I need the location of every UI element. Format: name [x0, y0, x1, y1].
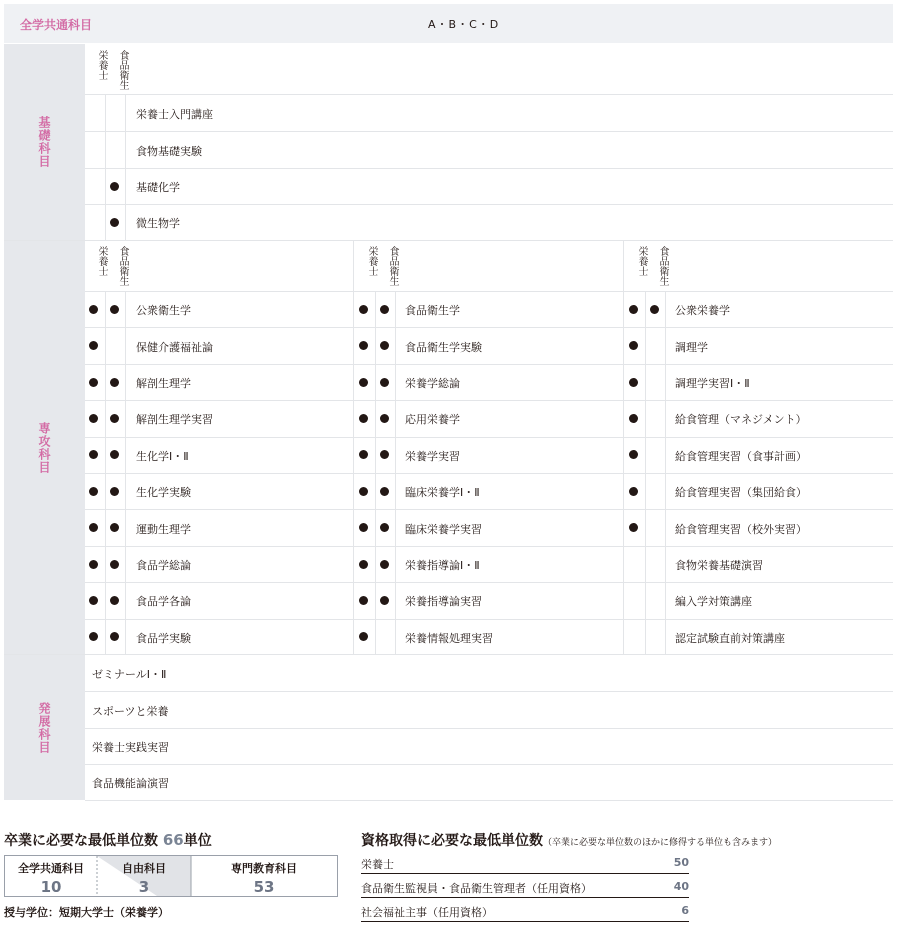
spec-row-eiyoshi-dot	[359, 305, 368, 314]
spec-row-shokuhin-dot	[110, 560, 119, 569]
basic-course-name: 微生物学	[136, 217, 180, 231]
spec-row-shokuhin-dot	[380, 596, 389, 605]
header-shokuhin: 食品衛生	[387, 246, 398, 286]
spec-row-shokuhin-dot	[110, 523, 119, 532]
spec-course-name: 認定試験直前対策講座	[675, 631, 785, 645]
spec-course-name: 給食管理（マネジメント）	[675, 413, 807, 427]
spec-course-name: 臨床栄養学Ⅰ・Ⅱ	[405, 486, 480, 500]
spec-course-name: 栄養指導論Ⅰ・Ⅱ	[405, 559, 480, 572]
spec-group-divider	[353, 241, 354, 654]
credit-cell-specialized-label: 専門教育科目	[231, 862, 297, 875]
spec-course-name: 栄養学総論	[405, 377, 460, 390]
qualification-value: 6	[681, 904, 689, 917]
spec-course-name: 生化学実験	[136, 486, 191, 500]
qualification-row	[361, 900, 689, 922]
adv-row-divider	[85, 691, 893, 692]
spec-row-shokuhin-dot	[110, 450, 119, 459]
spec-course-name: 保健介護福祉論	[136, 340, 213, 354]
graduation-total: 66	[162, 831, 184, 849]
header-shokuhin: 食品衛生	[657, 246, 668, 286]
spec-course-name: 運動生理学	[136, 522, 191, 536]
header-eiyoshi: 栄養士	[96, 50, 107, 80]
spec-row-eiyoshi-dot	[359, 596, 368, 605]
spec-course-name: 食品学実験	[136, 631, 191, 645]
header-eiyoshi: 栄養士	[366, 246, 377, 276]
spec-row-eiyoshi-dot	[89, 487, 98, 496]
spec-row-eiyoshi-dot	[629, 487, 638, 496]
graduation-title-prefix: 卒業に必要な最低単位数	[4, 833, 158, 849]
credit-cell-common-label: 全学共通科目	[18, 862, 84, 875]
spec-row-eiyoshi-dot	[89, 341, 98, 350]
spec-course-name: 食品衛生学	[405, 304, 460, 318]
spec-row-eiyoshi-dot	[89, 523, 98, 532]
spec-course-name: 応用栄養学	[405, 413, 460, 427]
basic-row-shokuhin-dot	[110, 182, 119, 191]
adv-course-name: スポーツと栄養	[92, 704, 169, 718]
spec-row-eiyoshi-dot	[359, 341, 368, 350]
qualification-row	[361, 852, 689, 874]
header-eiyoshi: 栄養士	[636, 246, 647, 276]
qualification-row	[361, 876, 689, 898]
spec-header-divider	[85, 291, 893, 292]
spec-row-eiyoshi-dot	[629, 450, 638, 459]
spec-row-eiyoshi-dot	[629, 378, 638, 387]
spec-course-name: 解剖生理学	[136, 377, 191, 390]
qualification-title-text: 資格取得に必要な最低単位数	[361, 833, 543, 849]
spec-row-shokuhin-dot	[380, 378, 389, 387]
degree-text: 授与学位：短期大学士（栄養学）	[4, 906, 169, 919]
spec-course-name: 食品衛生学実験	[405, 340, 482, 354]
spec-course-name: 公衆栄養学	[675, 304, 730, 318]
spec-row-eiyoshi-dot	[629, 305, 638, 314]
basic-course-name: 食物基礎実験	[136, 144, 202, 158]
spec-course-name: 栄養学実習	[405, 449, 460, 463]
category-basic-label: 基礎科目	[37, 116, 51, 168]
spec-row-shokuhin-dot	[380, 487, 389, 496]
common-subjects-label: 全学共通科目	[20, 18, 93, 32]
spec-course-name: 臨床栄養学実習	[405, 522, 482, 536]
adv-course-name: ゼミナールⅠ・Ⅱ	[92, 668, 167, 682]
spec-row-eiyoshi-dot	[89, 305, 98, 314]
spec-row-eiyoshi-dot	[89, 414, 98, 423]
spec-row-shokuhin-dot	[650, 305, 659, 314]
adv-row-divider	[85, 764, 893, 765]
basic-row-divider	[85, 131, 893, 132]
spec-row-shokuhin-dot	[380, 341, 389, 350]
spec-course-name: 編入学対策講座	[675, 595, 752, 609]
basic-row-divider	[85, 204, 893, 205]
spec-row-eiyoshi-dot	[359, 632, 368, 641]
spec-row-shokuhin-dot	[110, 414, 119, 423]
basic-row-shokuhin-dot	[110, 218, 119, 227]
basic-row-divider	[85, 168, 893, 169]
spec-course-name: 解剖生理学実習	[136, 413, 213, 427]
spec-row-eiyoshi-dot	[89, 378, 98, 387]
credit-cell-specialized-value: 53	[253, 878, 275, 896]
credit-cell-free	[97, 856, 191, 896]
adv-course-name: 栄養士実践実習	[92, 741, 169, 754]
spec-row-divider	[85, 546, 893, 547]
spec-row-eiyoshi-dot	[89, 632, 98, 641]
qualification-name: 社会福祉主事（任用資格）	[361, 906, 493, 919]
section-divider	[85, 800, 893, 801]
basic-header-divider	[85, 94, 893, 95]
category-specialized-label: 専攻科目	[37, 421, 51, 474]
category-advanced-label: 発展科目	[37, 701, 51, 754]
graduation-unit: 単位	[183, 833, 212, 849]
qualification-name: 栄養士	[361, 858, 394, 871]
spec-row-shokuhin-dot	[110, 378, 119, 387]
spec-row-eiyoshi-dot	[629, 523, 638, 532]
spec-row-shokuhin-dot	[380, 523, 389, 532]
spec-row-divider	[85, 619, 893, 620]
qualification-value: 40	[673, 880, 689, 893]
basic-course-name: 栄養士入門講座	[136, 108, 213, 122]
spec-row-eiyoshi-dot	[359, 414, 368, 423]
header-shokuhin: 食品衛生	[117, 50, 128, 90]
spec-row-eiyoshi-dot	[89, 450, 98, 459]
basic-course-name: 基礎化学	[136, 181, 180, 194]
qualification-name: 食品衛生監視員・食品衛生管理者（任用資格）	[361, 882, 592, 895]
graduation-credit-box	[4, 855, 338, 897]
spec-course-name: 食品学各論	[136, 595, 191, 609]
spec-course-name: 調理学実習Ⅰ・Ⅱ	[675, 377, 750, 390]
section-divider	[4, 654, 893, 655]
spec-course-name: 給食管理実習（食事計画）	[675, 449, 807, 463]
credit-cell-specialized	[191, 856, 337, 896]
spec-row-eiyoshi-dot	[359, 560, 368, 569]
qualification-title	[361, 830, 777, 850]
spec-row-shokuhin-dot	[110, 487, 119, 496]
adv-row-divider	[85, 728, 893, 729]
header-eiyoshi: 栄養士	[96, 246, 107, 276]
credit-cell-free-value: 3	[138, 878, 150, 896]
spec-row-divider	[85, 400, 893, 401]
spec-group-divider	[623, 241, 624, 654]
section-divider	[4, 240, 893, 241]
common-subjects-value: A・B・C・D	[428, 18, 500, 31]
spec-row-divider	[85, 364, 893, 365]
spec-row-shokuhin-dot	[110, 632, 119, 641]
spec-row-divider	[85, 473, 893, 474]
graduation-title	[4, 830, 212, 850]
credit-cell-common-value: 10	[40, 878, 62, 896]
spec-course-name: 生化学Ⅰ・Ⅱ	[136, 449, 189, 463]
spec-course-name: 調理学	[675, 340, 708, 354]
spec-row-shokuhin-dot	[110, 305, 119, 314]
spec-row-shokuhin-dot	[380, 414, 389, 423]
spec-course-name: 給食管理実習（校外実習）	[675, 522, 807, 536]
spec-course-name: 栄養指導論実習	[405, 595, 482, 609]
spec-row-eiyoshi-dot	[89, 596, 98, 605]
adv-course-name: 食品機能論演習	[92, 777, 169, 791]
header-shokuhin: 食品衛生	[117, 246, 128, 286]
spec-row-divider	[85, 509, 893, 510]
spec-row-shokuhin-dot	[110, 596, 119, 605]
spec-row-eiyoshi-dot	[629, 341, 638, 350]
spec-row-divider	[85, 327, 893, 328]
spec-row-shokuhin-dot	[380, 305, 389, 314]
spec-row-eiyoshi-dot	[359, 450, 368, 459]
spec-row-shokuhin-dot	[380, 450, 389, 459]
spec-course-name: 食物栄養基礎演習	[675, 559, 763, 572]
spec-row-eiyoshi-dot	[359, 378, 368, 387]
qualification-subtitle: （卒業に必要な単位数のほかに修得する単位も含みます）	[543, 838, 778, 848]
qualification-value: 50	[673, 856, 689, 869]
credit-cell-common	[5, 856, 97, 896]
spec-row-divider	[85, 437, 893, 438]
spec-course-name: 栄養情報処理実習	[405, 631, 493, 645]
spec-row-eiyoshi-dot	[359, 523, 368, 532]
spec-row-eiyoshi-dot	[359, 487, 368, 496]
spec-row-divider	[85, 582, 893, 583]
spec-course-name: 食品学総論	[136, 559, 191, 572]
spec-row-eiyoshi-dot	[629, 414, 638, 423]
spec-course-name: 公衆衛生学	[136, 304, 191, 318]
spec-row-shokuhin-dot	[380, 560, 389, 569]
spec-row-eiyoshi-dot	[89, 560, 98, 569]
credit-cell-free-label: 自由科目	[122, 862, 166, 875]
spec-course-name: 給食管理実習（集団給食）	[675, 486, 807, 500]
